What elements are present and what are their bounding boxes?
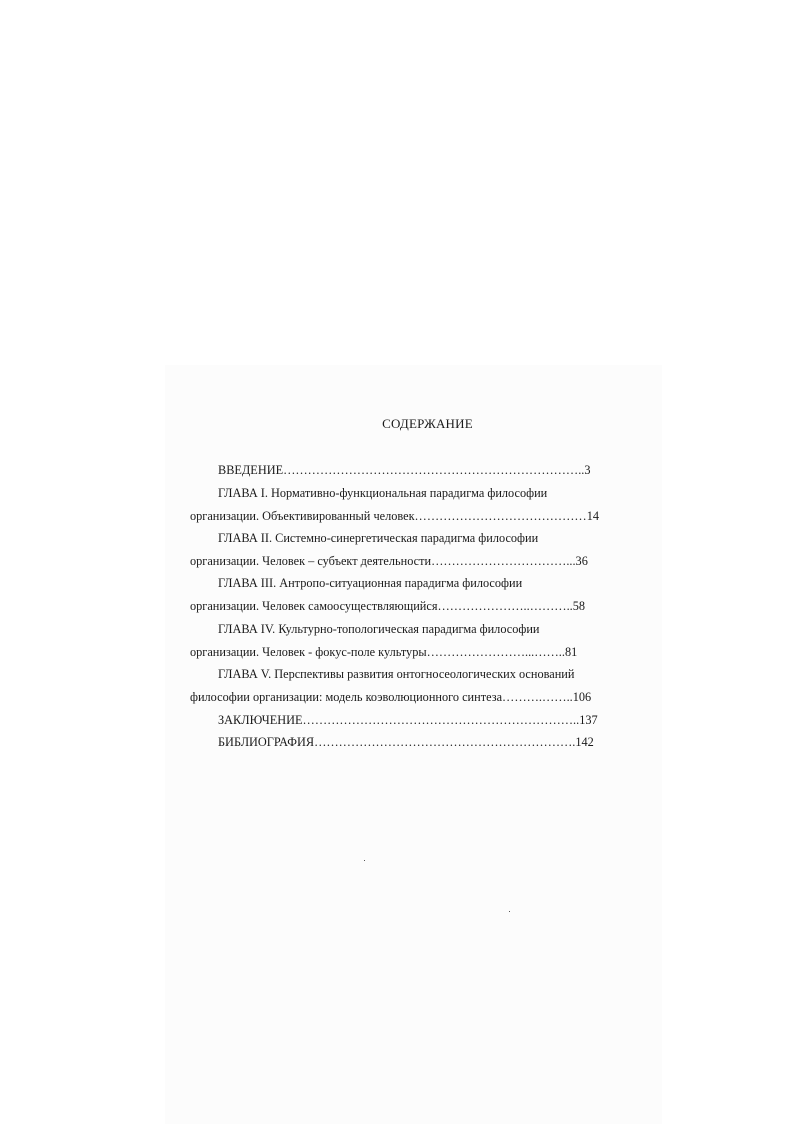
scan-speck <box>364 860 365 861</box>
toc-line-chapter-2-subtitle: организации. Человек – субъект деятельности……………………………...36 <box>190 554 588 568</box>
toc-line-chapter-2-title: ГЛАВА II. Системно-синергетическая парадигма философии <box>218 531 539 545</box>
toc-line-chapter-3-subtitle: организации. Человек самоосуществляющийся…………………..………..58 <box>190 599 586 613</box>
toc-line-introduction: ВВЕДЕНИЕ………………………………………………………………..3 <box>218 463 591 477</box>
toc-line-bibliography: БИБЛИОГРАФИЯ……………………………………………………….142 <box>218 735 594 749</box>
toc-line-conclusion: ЗАКЛЮЧЕНИЕ…………………………………………………………..137 <box>218 713 598 727</box>
toc-line-chapter-4-subtitle: организации. Человек - фокус-поле культуры……………………...……..81 <box>190 645 578 659</box>
toc-line-chapter-5-subtitle: философии организации: модель коэволюционного синтеза……….……..106 <box>190 690 592 704</box>
toc-line-chapter-3-title: ГЛАВА III. Антропо-ситуационная парадигма философии <box>218 576 523 590</box>
toc-line-chapter-5-title: ГЛАВА V. Перспективы развития онтогносеологических оснований <box>218 667 575 681</box>
scan-speck <box>509 911 510 912</box>
toc-line-chapter-4-title: ГЛАВА IV. Культурно-топологическая парадигма философии <box>218 622 540 636</box>
toc-title: СОДЕРЖАНИЕ <box>382 416 473 431</box>
toc-line-chapter-1-title: ГЛАВА I. Нормативно-функциональная парадигма философии <box>218 486 548 500</box>
toc-line-chapter-1-subtitle: организации. Объективированный человек……………………………………14 <box>190 509 599 523</box>
